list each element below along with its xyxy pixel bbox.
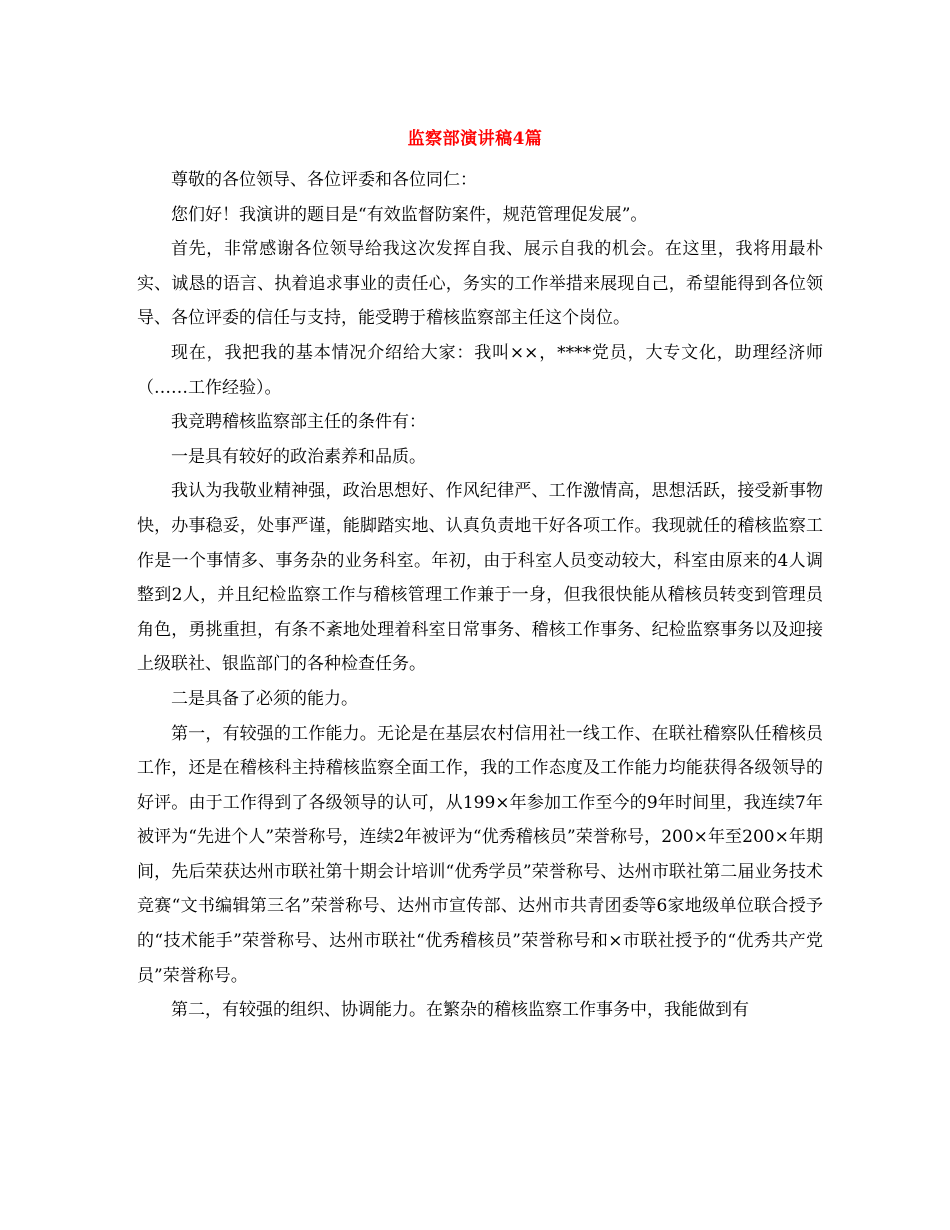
paragraph-salutation: 尊敬的各位领导、各位评委和各位同仁： bbox=[171, 170, 477, 190]
document-body bbox=[137, 163, 823, 1028]
paragraph-ability-first: 第一，有较强的工作能力。无论是在基层农村信用社一线工作、在联社稽察队任稽核员工作，还是在稽核科主持稽核监察全面工作，我的工作态度及工作能力均能获得各级领导的好评。由于工作得到了各级领导的认可，从199×年参加工作至今的9年时间里，我连续7年被评为“先进个人”荣誉称号，连续2年被评为“优秀稽核员”荣誉称号，200×年至200×年期间，先后荣获达州市联社第十期会计培训“优秀学员”荣誉称号、达州市联社第二届业务技术竞赛“文书编辑第三名”荣誉称号、达州市宣传部、达州市共青团委等6家地级单位联合授予的“技术能手”荣誉称号、达州市联社“优秀稽核员”荣誉称号和×市联社授予的“优秀共产党员”荣誉称号。 bbox=[137, 723, 823, 986]
document-title: 监察部演讲稿4篇 bbox=[407, 129, 543, 149]
paragraph-point-one-detail: 我认为我敬业精神强，政治思想好、作风纪律严、工作激情高，思想活跃，接受新事物快，办事稳妥，处事严谨，能脚踏实地、认真负责地干好各项工作。我现就任的稽核监察工作是一个事情多、事务杂的业务科室。年初，由于科室人员变动较大，科室由原来的4人调整到2人，并且纪检监察工作与稽核管理工作兼于一身，但我很快能从稽核员转变到管理员角色，勇挑重担，有条不紊地处理着科室日常事务、稽核工作事务、纪检监察事务以及迎接上级联社、银监部门的各种检查任务。 bbox=[137, 481, 823, 675]
paragraph-greeting: 您们好！我演讲的题目是“有效监督防案件，规范管理促发展”。 bbox=[171, 204, 648, 225]
paragraph-intro: 首先，非常感谢各位领导给我这次发挥自我、展示自我的机会。在这里，我将用最朴实、诚恳的语言、执着追求事业的责任心，务实的工作举措来展现自己，希望能得到各位领导、各位评委的信任与支持，能受聘于稽核监察部主任这个岗位。 bbox=[137, 239, 823, 329]
paragraph-point-one: 一是具有较好的政治素养和品质。 bbox=[171, 446, 426, 467]
paragraph-ability-second: 第二，有较强的组织、协调能力。在繁杂的稽核监察工作事务中，我能做到有 bbox=[171, 1000, 749, 1021]
paragraph-point-two: 二是具备了必须的能力。 bbox=[171, 688, 358, 709]
paragraph-conditions: 我竞聘稽核监察部主任的条件有： bbox=[171, 412, 426, 433]
paragraph-self-intro: 现在，我把我的基本情况介绍给大家：我叫××，****党员，大专文化，助理经济师（……工作经验）。 bbox=[137, 342, 823, 398]
